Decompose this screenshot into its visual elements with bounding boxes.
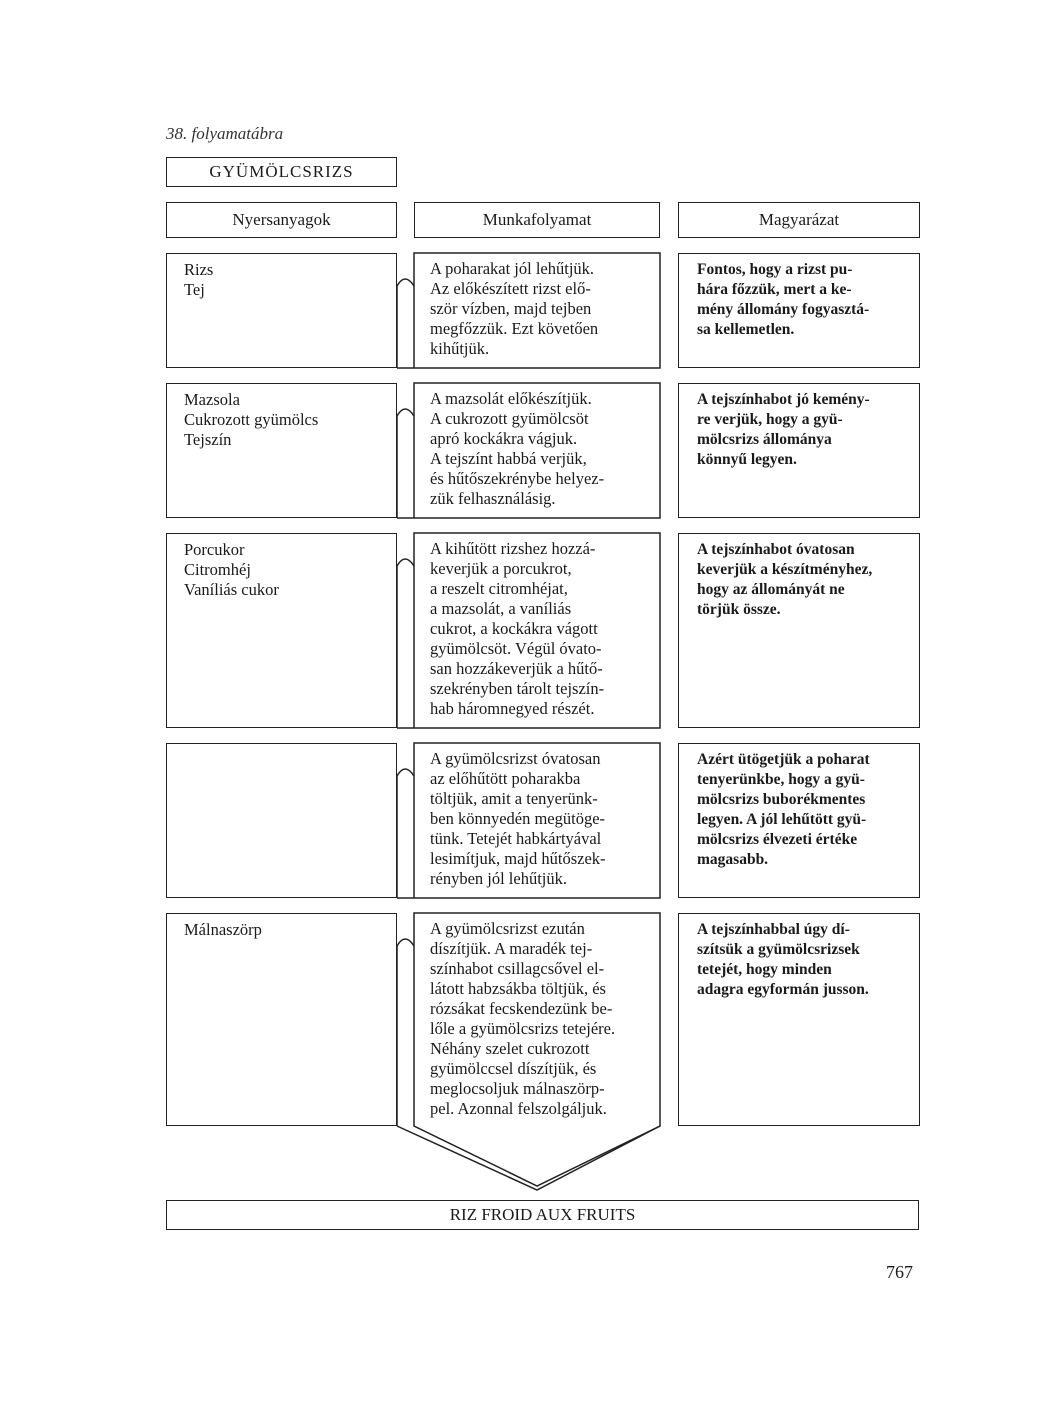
ingredients-cell: Málnaszörp — [166, 913, 397, 1126]
explanation-cell: A tejszínhabot jó kemény- re verjük, hogy a gyü- mölcsrizs állománya könnyű legyen. — [678, 383, 920, 518]
header-process: Munkafolyamat — [414, 202, 660, 238]
explanation-cell: A tejszínhabbal úgy dí- szítsük a gyümölcsrizsek tetejét, hogy minden adagra egyformán jusson. — [678, 913, 920, 1126]
process-cell: A kihűtött rizshez hozzá- keverjük a porcukrot, a reszelt citromhéjat, a mazsolát, a vaníliás cukrot, a kockákra vágott gyümölcsöt. Végül óvato- san hozzákeverjük a hűtő- szekrényben tárolt tejszín- hab háromnegyed részét. — [430, 539, 605, 718]
connector-tab — [397, 559, 414, 728]
process-box-outline — [397, 253, 660, 368]
process-box-outline — [397, 743, 660, 898]
connector-tab — [397, 409, 414, 518]
ingredients-cell: Mazsola Cukrozott gyümölcs Tejszín — [166, 383, 397, 518]
process-cell: A poharakat jól lehűtjük. Az előkészített rizst elő- ször vízben, majd tejben megfőzzük. Ezt követően kihűtjük. — [430, 259, 599, 358]
final-product: RIZ FROID AUX FRUITS — [166, 1200, 919, 1230]
explanation-cell: A tejszínhabot óvatosan keverjük a készítményhez, hogy az állományát ne törjük össze. — [678, 533, 920, 728]
connector-tab — [397, 279, 414, 368]
arrow-down-icon — [397, 1126, 660, 1190]
header-explanation: Magyarázat — [678, 202, 920, 238]
page-number: 767 — [886, 1262, 913, 1282]
process-cell: A mazsolát előkészítjük. A cukrozott gyümölcsöt apró kockákra vágjuk. A tejszínt habbá verjük, és hűtőszekrénybe helyez- zük felhasználásig. — [430, 389, 605, 508]
process-box-outline — [397, 383, 660, 518]
ingredients-cell: Rizs Tej — [166, 253, 397, 368]
process-box-outline — [397, 533, 660, 728]
explanation-cell: Azért ütögetjük a poharat tenyerünkbe, hogy a gyü- mölcsrizs buborékmentes legyen. A jól lehűtött gyü- mölcsrizs élvezeti értéke magasabb. — [678, 743, 920, 898]
diagram-title: GYÜMÖLCSRIZS — [166, 157, 397, 187]
connector-tab — [397, 939, 414, 1126]
header-ingredients: Nyersanyagok — [166, 202, 397, 238]
process-cell: A gyümölcsrizst ezután díszítjük. A maradék tej- színhabot csillagcsővel el- látott habzsákba töltjük, és rózsákat fecskendezünk be- lőle a gyümölcsrizs tetejére. Néhány szelet cukrozott gyümölccsel díszítjük, és meglocsoljuk málnaszörp- pel. Azonnal felszolgáljuk. — [430, 919, 616, 1118]
process-cell: A gyümölcsrizst óvatosan az előhűtött poharakba töltjük, amit a tenyerünk- ben könnyedén megütöge- tünk. Tetejét habkártyával lesimítjuk, majd hűtőszek- rényben jól lehűtjük. — [430, 749, 606, 888]
explanation-cell: Fontos, hogy a rizst pu- hára főzzük, mert a ke- mény állomány fogyasztá- sa kellemetlen. — [678, 253, 920, 368]
figure-caption: 38. folyamatábra — [166, 124, 284, 143]
connector-tab — [397, 769, 414, 898]
ingredients-cell: Porcukor Citromhéj Vaníliás cukor — [166, 533, 397, 728]
